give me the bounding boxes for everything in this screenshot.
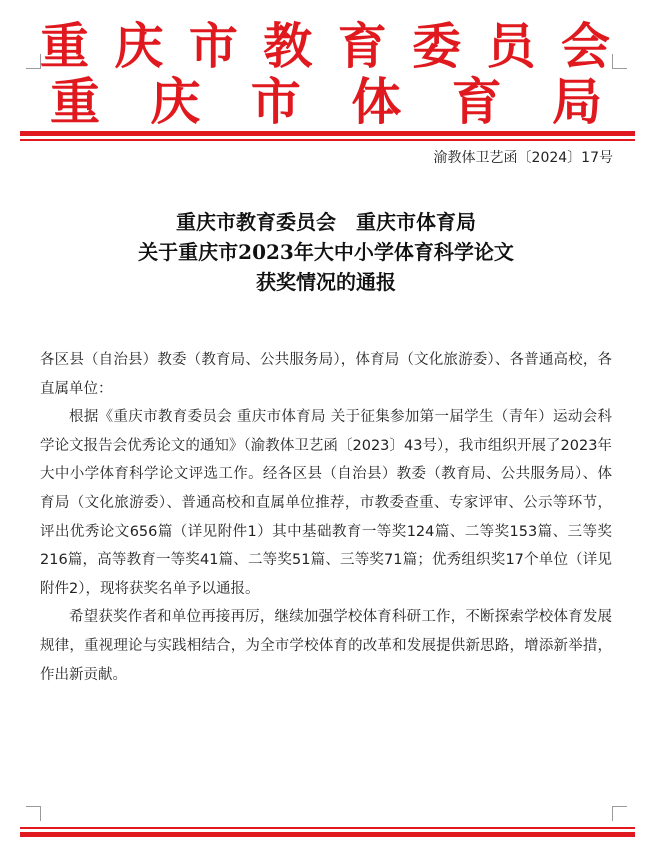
title-line-3: 获奖情况的通报 [256, 270, 396, 294]
margin-corner-bottom-right [612, 806, 627, 821]
margin-corner-top-right [612, 54, 627, 69]
red-rule-top [20, 131, 635, 136]
red-rule-bottom [20, 832, 635, 837]
margin-corner-bottom-left [26, 806, 41, 821]
title-line-2: 关于重庆市2023年大中小学体育科学论文 [138, 240, 514, 264]
issuer-header-line-2: 重庆市体育局 [50, 72, 602, 131]
title-line-1: 重庆市教育委员会 重庆市体育局 [176, 210, 476, 234]
red-rule-bottom-thin [20, 827, 635, 829]
body-paragraph-2: 希望获奖作者和单位再接再厉，继续加强学校体育科研工作，不断探索学校体育发展规律，重视理论与实践相结合，为全市学校体育的改革和发展提供新思路，增添新举措，作出新贡献。 [40, 609, 612, 683]
red-rule-top-thin [20, 139, 635, 141]
document-number: 渝教体卫艺函〔2024〕17号 [433, 150, 613, 166]
body-paragraph-1: 根据《重庆市教育委员会 重庆市体育局 关于征集参加第一届学生（青年）运动会科学论文报告会优秀论文的通知》（渝教体卫艺函〔2023〕43号），我市组织开展了2023年大中小学体育科学论文评选工作。经各区县（自治县）教委（教育局、公共服务局）、体育局（文化旅游委）、普通高校和直属单位推荐，市教委查重、专家评审、公示等环节，评出优秀论文656篇（详见附件1）其中基础教育一等奖124篇、二等奖153篇、三等奖216篇，高等教育一等奖41篇、二等奖51篇、三等奖71篇；优秀组织奖17个单位（详见附件2），现将获奖名单予以通报。 [40, 409, 612, 597]
document-body [40, 346, 612, 689]
margin-corner-top-left [26, 54, 41, 69]
addressee-paragraph: 各区县（自治县）教委（教育局、公共服务局），体育局（文化旅游委）、各普通高校，各直属单位： [40, 352, 612, 397]
document-title [40, 207, 612, 297]
issuer-header-line-1: 重庆市教育委员会 [40, 17, 612, 75]
